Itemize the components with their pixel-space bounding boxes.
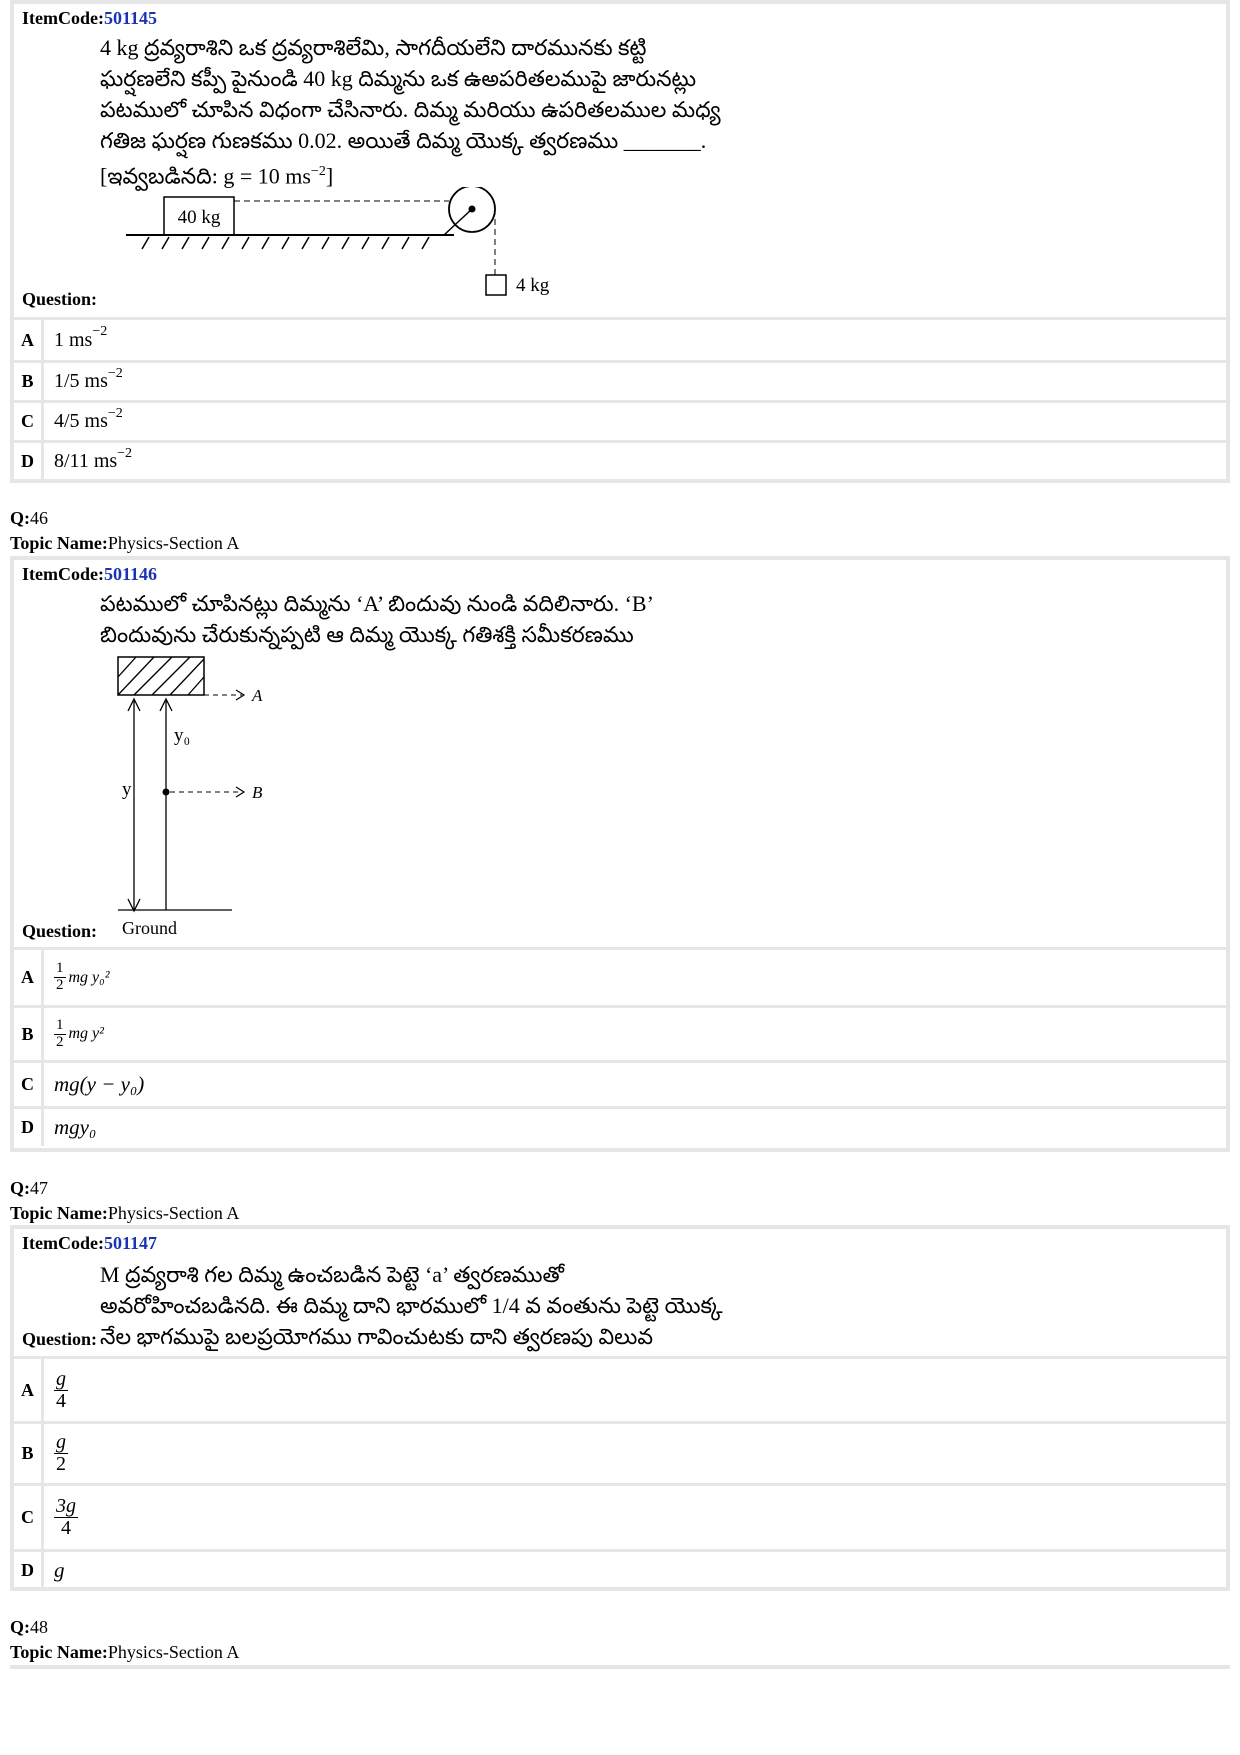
option-a[interactable]: A 1 ms $^{-2}$ xyxy=(14,320,1226,360)
point-b xyxy=(163,789,170,796)
block-40kg-label: 40 kg xyxy=(177,207,221,228)
question-label: Question: xyxy=(22,289,98,309)
label-b: B xyxy=(252,783,263,802)
block-4kg-label: 4 kg xyxy=(516,275,550,296)
option-c[interactable]: C 4/5 ms $^{-2}$ xyxy=(14,400,1226,440)
table-hatching xyxy=(142,237,429,249)
option-a[interactable]: A $\frac{g}{4}$ xyxy=(14,1359,1226,1421)
question-card-501145 xyxy=(10,0,1230,483)
question-card-501146 xyxy=(10,556,1230,1152)
option-a[interactable]: A $\frac{1}{2}$ mg y₀² xyxy=(14,950,1226,1005)
option-b[interactable]: B $\frac{1}{2}$ mg y² xyxy=(14,1005,1226,1060)
question-text: M ద్రవ్యరాశి గల దిమ్మ ఉంచబడిన పెట్టె ‘a’ త్వరణముతో అవరోహించబడినది. ఈ దిమ్మ దాని భారములో 1/4 వ వంతును పెట్టె యొక్క నేల భాగముపై బలప్రయోగము గావించుటకు దాని త్వరణపు విలువ xyxy=(100,1262,723,1349)
topic-name: Topic Name:Physics-Section A xyxy=(10,533,240,553)
question-text: 4 kg ద్రవ్యరాశిని ఒక ద్రవ్యరాశిలేమి, సాగదీయలేని దారమునకు కట్టి ఘర్షణలేని కప్పీ పైనుండి 40 kg దిమ్మను ఒక ఉఅపరితలముపై జారునట్లు పటములో చూపిన విధంగా చేసినారు. దిమ్మ మరియు ఉపరితలముల మధ్య గతిజ ఘర్షణ గుణకము 0.02. అయితే దిమ్మ యొక్క త్వరణము _______. [ఇవ్వబడినది: g = 10 $ms^{-2}$] xyxy=(100,32,721,191)
options-list xyxy=(14,320,1226,480)
ground-label: Ground xyxy=(122,918,177,938)
given-line: [ఇవ్వబడినది: g = 10 $ms^{-2}$] xyxy=(100,163,334,189)
question-body xyxy=(14,560,1226,950)
question-label: Question: xyxy=(22,1329,98,1349)
options-list xyxy=(14,1359,1226,1589)
label-y0: y₀ xyxy=(174,725,191,746)
option-b[interactable]: B 1/5 ms $^{-2}$ xyxy=(14,360,1226,400)
item-code: ItemCode:501147 xyxy=(22,1233,157,1253)
question-number: Q:47 xyxy=(10,1178,48,1198)
pulley-diagram xyxy=(114,187,574,307)
option-d[interactable]: D g xyxy=(14,1549,1226,1589)
pulley-axle xyxy=(469,206,476,213)
question-label: Question: xyxy=(22,921,98,941)
falling-block-diagram xyxy=(104,655,304,925)
option-b[interactable]: B $\frac{g}{2}$ xyxy=(14,1421,1226,1483)
topic-name: Topic Name:Physics-Section A xyxy=(10,1203,240,1223)
topic-name: Topic Name:Physics-Section A xyxy=(10,1642,240,1662)
item-code: ItemCode:501145 xyxy=(22,8,157,28)
card-top-border xyxy=(10,1665,1230,1669)
question-number: Q:46 xyxy=(10,508,48,528)
question-body xyxy=(14,1229,1226,1359)
option-c[interactable]: C mg(y − y₀) xyxy=(14,1060,1226,1106)
question-number: Q:48 xyxy=(10,1617,48,1637)
option-d[interactable]: D 8/11 ms $^{-2}$ xyxy=(14,440,1226,480)
item-code: ItemCode:501146 xyxy=(22,564,157,584)
question-text: పటములో చూపినట్లు దిమ్మను ‘A’ బిందువు నుండి వదిలినారు. ‘B’ బిందువును చేరుకున్నప్పటి ఆ దిమ్మ యొక్క గతిశక్తి సమీకరణము xyxy=(100,591,654,647)
question-card-501147 xyxy=(10,1225,1230,1591)
option-c[interactable]: C $\frac{3g}{4}$ xyxy=(14,1483,1226,1549)
label-y: y xyxy=(122,779,132,800)
label-a: A xyxy=(252,686,263,705)
options-list xyxy=(14,950,1226,1146)
block-4kg xyxy=(486,275,506,295)
question-body xyxy=(14,4,1226,320)
option-d[interactable]: D mgy₀ xyxy=(14,1106,1226,1146)
